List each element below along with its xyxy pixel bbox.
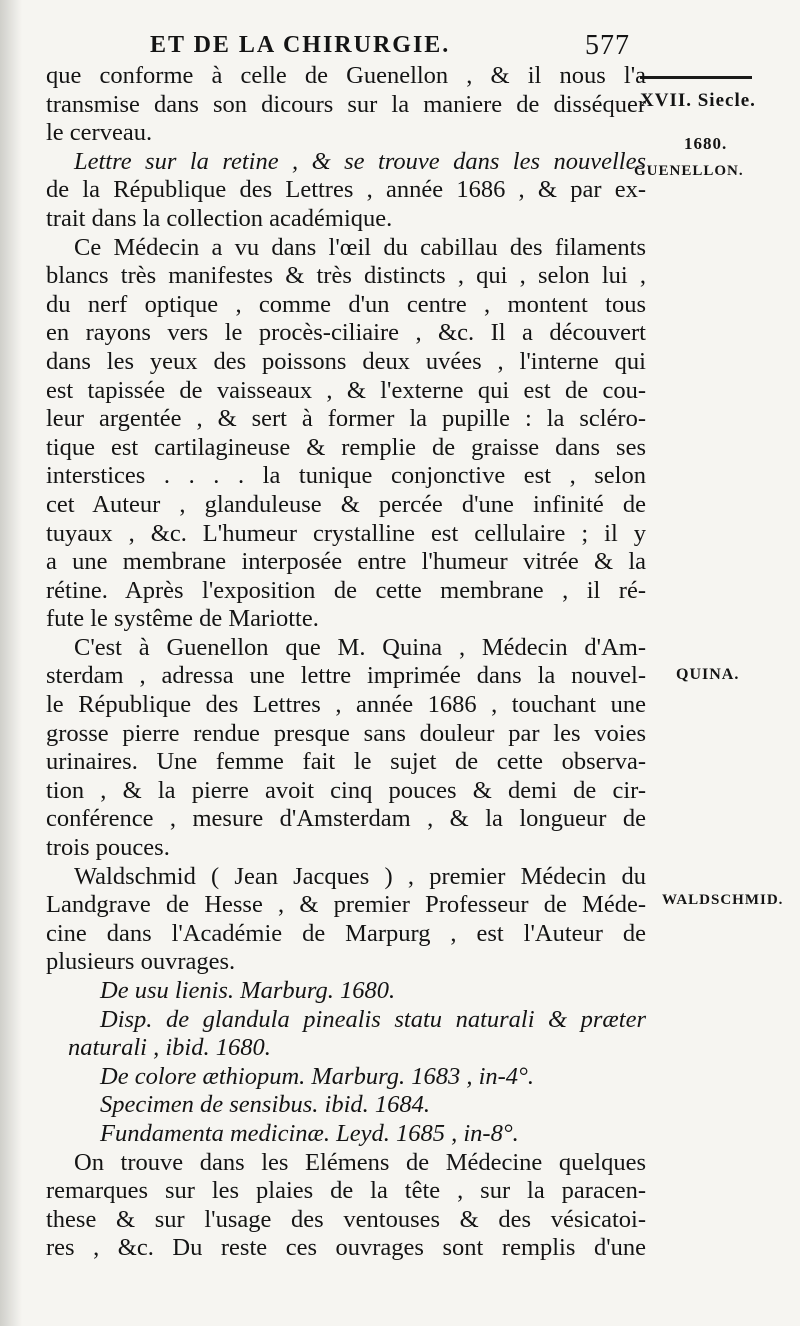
- text-line: res , &c. Du reste ces ouvrages sont remplis d'une: [46, 1234, 646, 1262]
- running-header: [150, 28, 630, 64]
- citation-line: De usu lienis. Marburg. 1680.: [100, 977, 396, 1004]
- text-line: urinaires. Une femme fait le sujet de cette observa-: [46, 748, 646, 776]
- text-line: conférence , mesure d'Amsterdam , & la longueur de: [46, 805, 646, 833]
- margin-century: XVII. Siecle.: [640, 90, 756, 111]
- text-line: sterdam , adressa une lettre imprimée dans la nouvel-: [46, 662, 646, 690]
- page-edge-shadow: [0, 0, 22, 1326]
- text-line: C'est à Guenellon que M. Quina , Médecin d'Am-: [74, 633, 646, 661]
- text-line: blancs très manifestes & très distincts , qui , selon lui ,: [46, 262, 646, 290]
- text-line: que conforme à celle de Guenellon , & il nous l'a: [46, 62, 646, 89]
- text-line: le cerveau.: [46, 119, 153, 147]
- running-title: ET DE LA CHIRURGIE.: [150, 32, 451, 58]
- margin-year: 1680.: [684, 134, 728, 153]
- text-line: tique est cartilagineuse & remplie de graisse dans ses: [46, 433, 646, 461]
- text-line: trois pouces.: [46, 834, 170, 862]
- citation-line: Disp. de glandula pinealis statu naturali & præter: [100, 1005, 646, 1033]
- citation-line: naturali , ibid. 1680.: [68, 1034, 271, 1062]
- margin-name-guenellon: GUENELLON.: [634, 163, 744, 179]
- text-line: leur argentée , & sert à former la pupille : la scléro-: [46, 405, 646, 433]
- page-number: 577: [585, 30, 630, 61]
- text-line: rétine. Après l'exposition de cette membrane , il ré-: [46, 576, 646, 604]
- text-line: Ce Médecin a vu dans l'œil du cabillau des filaments: [74, 233, 646, 261]
- text-line: est tapissée de vaisseaux , & l'externe qui est de cou-: [46, 376, 646, 404]
- margin-name-quina: QUINA.: [676, 666, 740, 683]
- text-line: en rayons vers le procès-ciliaire , &c. Il a découvert: [46, 319, 646, 347]
- text-line: tuyaux , &c. L'humeur crystalline est cellulaire ; il y: [46, 519, 646, 547]
- text-line: transmise dans son dicours sur la maniere de disséquer: [46, 90, 646, 118]
- citation-line: Fundamenta medicinæ. Leyd. 1685 , in-8°.: [100, 1119, 519, 1147]
- margin-name-waldschmid: WALDSCHMID.: [662, 892, 784, 908]
- text-line: fute le systême de Mariotte.: [46, 605, 319, 633]
- text-line: de la République des Lettres , année 1686 , & par ex-: [46, 176, 646, 204]
- text-line: le République des Lettres , année 1686 , touchant une: [46, 691, 646, 719]
- text-line: cine dans l'Académie de Marpurg , est l'Auteur de: [46, 919, 646, 947]
- text-line: remarques sur les plaies de la tête , sur la paracen-: [46, 1177, 646, 1205]
- text-line: a une membrane interposée entre l'humeur vitrée & la: [46, 548, 646, 576]
- text-line: dans les yeux des poissons deux uvées , l'interne qui: [46, 347, 646, 375]
- margin-rule: [640, 76, 752, 79]
- text-line: plusieurs ouvrages.: [46, 948, 236, 976]
- text-line: Waldschmid ( Jean Jacques ) , premier Médecin du: [74, 862, 646, 890]
- text-line: Lettre sur la retine , & se trouve dans les nouvelles: [74, 147, 646, 175]
- text-line: these & sur l'usage des ventouses & des vésicatoi-: [46, 1205, 646, 1233]
- citation-line: De colore æthiopum. Marburg. 1683 , in-4°.: [100, 1062, 534, 1090]
- text-line: interstices . . . . la tunique conjonctive est , selon: [46, 462, 646, 490]
- text-line: On trouve dans les Elémens de Médecine quelques: [74, 1148, 646, 1176]
- citation-line: Specimen de sensibus. ibid. 1684.: [100, 1091, 431, 1119]
- text-line: cet Auteur , glanduleuse & percée d'une infinité de: [46, 490, 646, 518]
- body-text: [46, 62, 646, 1263]
- text-line: tion , & la pierre avoit cinq pouces & demi de cir-: [46, 776, 646, 804]
- text-line: trait dans la collection académique.: [46, 204, 393, 232]
- text-line: grosse pierre rendue presque sans douleur par les voies: [46, 719, 646, 747]
- text-line: Landgrave de Hesse , & premier Professeur de Méde-: [46, 891, 646, 919]
- text-line: du nerf optique , comme d'un centre , montent tous: [46, 290, 646, 318]
